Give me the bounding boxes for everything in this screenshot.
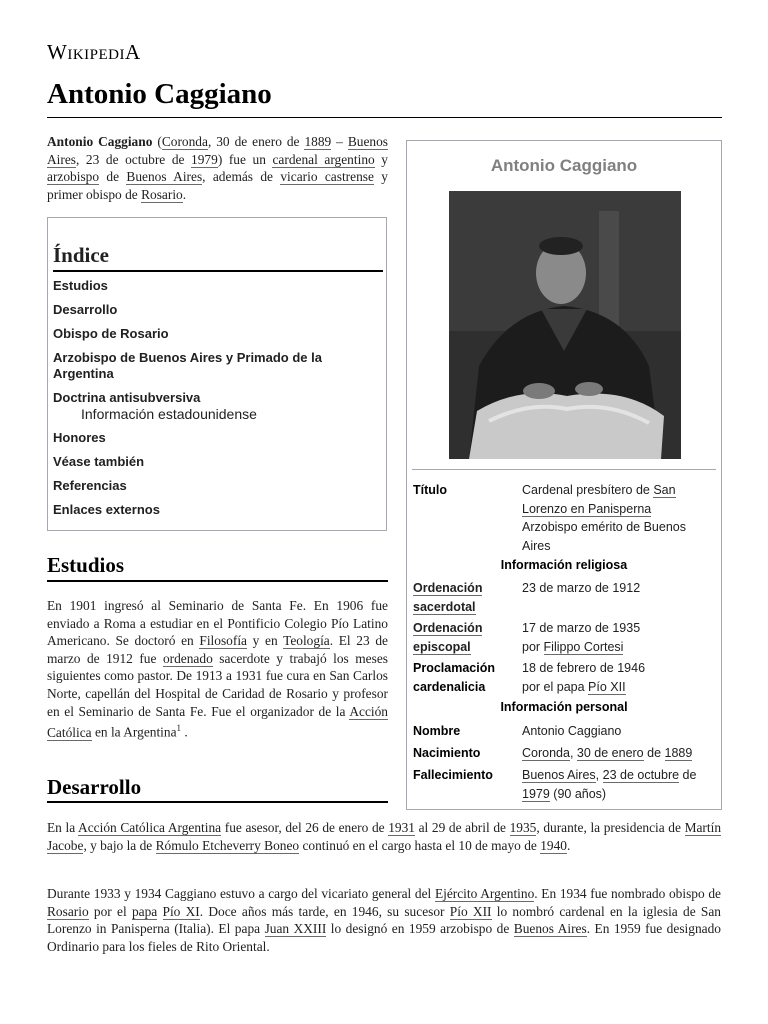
link-arzobispo[interactable]: arzobispo — [47, 169, 100, 185]
text: en la Argentina — [91, 724, 177, 740]
row-value: 23 de marzo de 1912 — [522, 581, 641, 595]
link-pio-xi[interactable]: Pío XI — [162, 903, 200, 919]
infobox — [406, 140, 722, 810]
link-juan-xxiii[interactable]: Juan XXIII — [264, 921, 327, 937]
text: continuó en el cargo hasta el 10 de mayo de — [299, 837, 541, 853]
text: al 29 de abril de — [415, 820, 510, 835]
text: En 1901 ingresó al Seminario de Santa Fe. En 1906 fue enviado a Roma a estudiar en el Pontificio Colegio Pío Latino Americano. Se doctoró en — [47, 598, 388, 649]
link-buenos-aires[interactable]: Buenos Aires — [522, 768, 596, 782]
wordmark-middle: ikipedi — [67, 40, 125, 64]
text: Durante 1933 y 1934 Caggiano estuvo a cargo del vicariato general del — [47, 886, 435, 901]
text: , — [595, 768, 603, 782]
text: , además de — [202, 169, 281, 185]
text: Arzobispo emérito de Buenos Aires — [522, 520, 686, 553]
row-value — [522, 659, 717, 696]
link-filosofia[interactable]: Filosofía — [199, 633, 248, 649]
text: . — [181, 724, 188, 740]
text: , — [569, 746, 577, 760]
link-coronda[interactable]: Coronda — [161, 134, 208, 149]
text: 18 de febrero de 1946 — [522, 661, 646, 675]
lead-paragraph — [47, 133, 388, 203]
text: – — [331, 134, 348, 149]
text: , 23 de octubre de — [76, 151, 192, 167]
row-label — [413, 579, 518, 616]
text: . — [182, 186, 187, 202]
wordmark-letter: W — [47, 40, 68, 64]
link-buenos-aires[interactable]: Buenos Aires — [126, 169, 203, 185]
portrait-photo[interactable] — [449, 191, 681, 459]
row-value — [522, 766, 717, 803]
link-cardenal-argentino[interactable]: cardenal argentino — [272, 151, 375, 167]
link-accion-catolica[interactable]: Acción Católica — [47, 703, 388, 740]
text: . En 1934 fue nombrado obispo de — [534, 886, 721, 901]
text: ) fue un — [217, 151, 273, 167]
link-1979[interactable]: 1979 — [191, 151, 218, 167]
text: ( — [152, 134, 162, 149]
row-value — [522, 619, 717, 656]
link-30-de-enero[interactable]: 30 de enero — [576, 746, 644, 760]
text: , durante, la presidencia de — [536, 820, 685, 835]
text: Cardenal presbítero de — [522, 483, 654, 497]
table-of-contents — [47, 217, 387, 531]
lead-bold-name: Antonio Caggiano — [47, 134, 153, 149]
desarrollo-paragraph-1 — [47, 819, 721, 854]
text: lo nombró cardenal en la iglesia de San Lorenzo in Panisperna (Italia). El papa — [47, 903, 721, 937]
row-value — [522, 744, 717, 763]
portrait-image — [449, 191, 681, 459]
link-teologia[interactable]: Teología — [283, 633, 330, 649]
text — [157, 904, 162, 919]
reference-marker[interactable]: 1 — [176, 723, 182, 734]
toc-item-estudios[interactable]: Estudios — [53, 278, 108, 293]
estudios-paragraph — [47, 597, 388, 741]
text: de — [99, 169, 127, 185]
link-ordenado[interactable]: ordenado — [162, 650, 213, 666]
link-san-lorenzo-en-panisperna[interactable]: San Lorenzo en Panisperna — [522, 483, 676, 516]
infobox-section-religiosa: Información religiosa — [500, 558, 628, 572]
link-papa[interactable]: papa — [131, 903, 158, 919]
row-value — [522, 481, 717, 555]
text: En la — [47, 820, 79, 835]
link-1931[interactable]: 1931 — [388, 820, 415, 835]
toc-item-informacion-estadounidense[interactable]: Información estadounidense — [81, 406, 257, 422]
link-rosario[interactable]: Rosario — [141, 186, 183, 202]
text: (90 años) — [549, 786, 607, 801]
infobox-title: Antonio Caggiano — [490, 156, 638, 175]
link-accion-catolica-argentina[interactable]: Acción Católica Argentina — [78, 820, 222, 835]
link-vicario-castrense[interactable]: vicario castrense — [280, 169, 374, 185]
section-heading-desarrollo: Desarrollo — [47, 775, 142, 799]
link-1889[interactable]: 1889 — [664, 746, 693, 760]
section-divider — [47, 801, 388, 803]
link-pio-xii[interactable]: Pío XII — [449, 903, 492, 919]
page-title: Antonio Caggiano — [47, 78, 272, 110]
link-23-de-octubre[interactable]: 23 de octubre — [602, 768, 680, 782]
text: de — [679, 768, 697, 782]
section-divider — [47, 580, 388, 582]
text: fue asesor, del 26 de enero de — [221, 820, 389, 835]
text: 17 de marzo de 1935 — [522, 621, 641, 635]
text: por el — [88, 903, 132, 919]
toc-divider — [53, 270, 383, 272]
link-ejercito-argentino[interactable]: Ejército Argentino — [434, 886, 535, 901]
text: . El 23 de marzo de 1912 fue — [47, 633, 388, 666]
toc-title: Índice — [53, 243, 110, 267]
text: y en — [247, 633, 284, 649]
link-pio-xii[interactable]: Pío XII — [588, 679, 626, 694]
link-rosario[interactable]: Rosario — [47, 903, 89, 919]
text: sacerdote y trabajó los meses siguientes como pastor. De 1913 a 1931 fue cura en San Carlos Norte, capellán del Hospital de Caridad de Rosario y profesor en el Seminario de Santa Fe. Fue el organizador de la — [47, 650, 388, 719]
text: , 30 de enero de — [207, 134, 305, 149]
row-value: Antonio Caggiano — [522, 724, 622, 738]
row-label: Fallecimiento — [413, 768, 493, 782]
row-label — [413, 619, 518, 656]
link-buenos-aires[interactable]: Buenos Aires — [513, 921, 587, 937]
wordmark-letter: A — [124, 40, 141, 64]
link-coronda[interactable]: Coronda — [522, 746, 570, 760]
text: . En 1959 fue designado Ordinario para los fieles de Rito Oriental. — [47, 921, 721, 954]
text: y primer obispo de — [47, 169, 388, 202]
toc-item-arzobispo-de-buenos-aires[interactable]: Arzobispo de Buenos Aires y Primado de la Argentina — [53, 350, 322, 381]
row-label: Título — [413, 483, 448, 497]
link-ordenacion-episcopal[interactable]: Ordenación episcopal — [413, 621, 483, 654]
link-martin-jacobe[interactable]: Martín Jacobe — [47, 820, 722, 853]
text: y — [374, 151, 388, 167]
text: lo designó en 1959 arzobispo de — [326, 921, 514, 937]
text: , y bajo la de — [83, 837, 156, 853]
text: . — [566, 837, 571, 853]
link-1935[interactable]: 1935 — [509, 820, 537, 835]
text: . Doce años más tarde, en 1946, su sucesor — [199, 903, 450, 919]
toc-item-doctrina-antisubversiva[interactable]: Doctrina antisubversiva — [53, 390, 201, 405]
toc-item-enlaces-externos[interactable]: Enlaces externos — [53, 502, 160, 517]
row-label: Nombre — [413, 724, 461, 738]
infobox-divider — [412, 469, 716, 470]
link-1940[interactable]: 1940 — [540, 837, 567, 853]
link-filippo-cortesi[interactable]: Filippo Cortesi — [543, 639, 624, 654]
toc-item-vease-tambien[interactable]: Véase también — [53, 454, 145, 469]
title-divider — [47, 117, 722, 118]
link-romulo-etcheverry-boneo[interactable]: Rómulo Etcheverry Boneo — [155, 837, 300, 853]
section-heading-estudios: Estudios — [47, 553, 125, 577]
infobox-section-personal: Información personal — [500, 700, 628, 714]
desarrollo-paragraph-2 — [47, 885, 721, 955]
text: de — [643, 746, 665, 760]
row-label: Proclamación cardenalicia — [413, 661, 495, 694]
toc-list — [53, 278, 383, 526]
text: por el papa — [522, 679, 589, 694]
link-ordenacion-sacerdotal[interactable]: Ordenación sacerdotal — [413, 581, 483, 614]
link-1889[interactable]: 1889 — [304, 134, 332, 149]
row-label: Nacimiento — [413, 746, 481, 760]
toc-item-referencias[interactable]: Referencias — [53, 478, 127, 493]
wikipedia-wordmark[interactable] — [47, 40, 141, 65]
toc-item-obispo-de-rosario[interactable]: Obispo de Rosario — [53, 326, 169, 341]
link-1979[interactable]: 1979 — [522, 786, 550, 801]
link-buenos-aires[interactable]: Buenos Aires — [47, 134, 388, 167]
toc-item-desarrollo[interactable]: Desarrollo — [53, 302, 118, 317]
toc-item-honores[interactable]: Honores — [53, 430, 106, 445]
text: por — [522, 639, 544, 654]
